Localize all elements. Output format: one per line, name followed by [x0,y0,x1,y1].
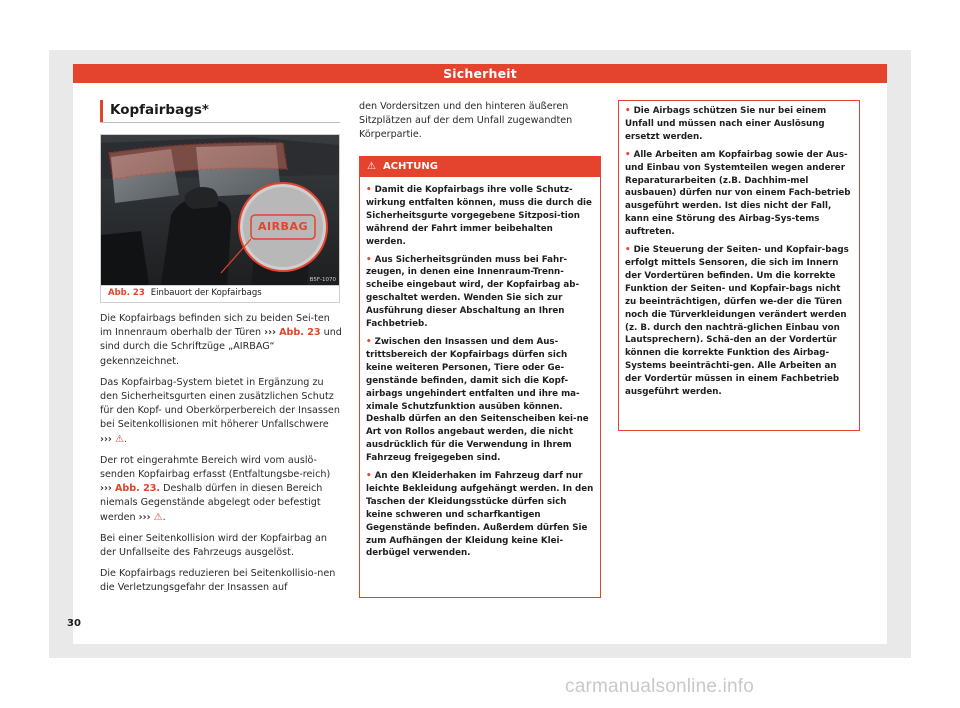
text-run: und sind durch die Schriftzüge „AIRBAG“ gekennzeichnet. [100,327,342,367]
page-number: 30 [67,618,81,629]
airbag-figure [100,134,340,286]
warning-header [360,157,600,177]
warning-box-continued [618,100,860,431]
section-title: Kopfairbags* [100,100,340,122]
car-interior-illustration [101,135,339,285]
text-run: Deshalb dürfen in diesen Bereich niemals Gegenstände abgelegt oder befestigt werden [100,483,323,523]
bullet-icon: • [366,336,372,347]
warning-triangle-icon: ⚠ [367,161,376,172]
figure-reference-link[interactable]: Abb. 23 [279,327,321,339]
figure-code: B5F-1070 [309,277,336,283]
paragraph: Der rot eingerahmte Bereich wird vom auslö-senden Kopfairbag erfasst (Entfaltungsbe-reich) ››› Abb. 23. Deshalb dürfen in diesen Bereich niemals Gegenstände abgelegt oder befestigt werden ››› ⚠. [100,454,331,523]
reference-arrows: ››› [264,327,276,339]
list-item [366,184,594,249]
list-item-text: Die Steuerung der Seiten- und Kopfair-bags erfolgt mittels Sensoren, die sich im Innern der Vordertüren befinden. Um die korrekte Funktion der Seiten- und Kopfair-bags nicht zu beeinträchtigen, dürfen we-der die Türen noch die Türverkleidungen verändert werden (z. B. durch den nachträ-glichen Einbau von Lautsprechern). Schä-den an der Vordertür können die korrekte Funktion des Airbag-Systems beeinträchti-gen. Alle Arbeiten an der Vordertür müssen in einem Fachbetrieb ausgeführt werden. [625,245,849,398]
list-item [366,336,594,465]
list-item [625,105,853,144]
bullet-icon: • [366,254,372,265]
figure-caption [100,286,340,303]
warning-list [360,177,600,560]
list-item-text: Aus Sicherheitsgründen muss bei Fahr-zeugen, in denen eine Innenraum-Trenn-scheibe eingebaut wird, der Kopfairbag ab-geschaltet werden. Wenden Sie sich zur Ausführung dieser Abschaltung an Ihren Fachbetrieb. [366,254,580,330]
page-sheet [49,50,911,658]
warning-title: ACHTUNG [382,161,438,172]
paragraph: Das Kopfairbag-System bietet in Ergänzung zu den Sicherheitsgurten einen zusätzlichen Schutz für den Kopf- und Oberkörperbereich der Insassen bei Seitenkollisionen mit höherer Unfallschwere ››› ⚠. [100,376,340,445]
list-item [366,470,594,560]
text-run: Der rot eingerahmte Bereich wird vom auslö-senden Kopfairbag erfasst (Entfaltungsbe-reich) [100,454,331,481]
caption-label: Abb. 23 [108,288,145,298]
bullet-icon: • [625,149,631,160]
text-run: Die Kopfairbags befinden sich zu beiden Sei-ten im Innenraum oberhalb der Türen [100,313,330,339]
paragraph: Bei einer Seitenkollision wird der Kopfairbag an der Unfallseite des Fahrzeugs ausgelöst. [100,532,328,559]
reference-arrows: ››› [138,511,151,523]
airbag-badge-label: AIRBAG [257,220,308,233]
watermark: carmanualsonline.info [565,676,755,697]
bullet-icon: • [366,471,372,482]
column-2-intro: den Vordersitzen und den hinteren äußeren Sitzplätzen auf der dem Unfall zugewandten Körperpartie. [359,101,573,141]
list-item-text: Die Airbags schützen Sie nur bei einem Unfall und müssen nach einer Auslösung ersetzt werden. [625,106,827,142]
warning-triangle-icon[interactable]: ⚠ [153,511,163,523]
reference-arrows: ››› [100,483,112,495]
reference-arrows: ››› [100,433,112,445]
list-item [625,244,853,399]
caption-text: Einbauort der Kopfairbags [150,288,262,298]
text-run: Das Kopfairbag-System bietet in Ergänzung zu den Sicherheitsgurten einen zusätzlichen Schutz für den Kopf- und Oberkörperbereich der Insassen bei Seitenkollisionen mit höherer Unfallschwere [100,376,340,431]
paragraph [100,312,342,369]
chapter-header: Sicherheit [73,64,887,83]
paragraph: Die Kopfairbags reduzieren bei Seitenkollisio-nen die Verletzungsgefahr der Insassen auf [100,568,336,594]
list-item-text: Damit die Kopfairbags ihre volle Schutz-wirkung entfalten können, muss die durch die Sicherheitsgurte vorgegebene Sitzposi-tion während der Fahrt immer beibehalten werden. [366,185,592,247]
list-item-text: Alle Arbeiten am Kopfairbag sowie der Aus- und Einbau von Systemteilen wegen anderer Reparaturarbeiten (z.B. Dachhim-mel ausbauen) dürfen nur von einem Fach-betrieb ausgeführt werden. Ist dies nicht der Fall, kann eine Störung des Airbag-Sys-tems auftreten. [625,149,851,238]
list-item-text: Zwischen den Insassen und dem Aus-trittsbereich der Kopfairbags dürfen sich keine weiteren Personen, Tiere oder Ge-genstände befinden, damit sich die Kopf-airbags ungehindert entfalten und ihre ma-ximale Schutzfunktion ausüben können. Deshalb dürfen an den Seitenscheiben kei-ne Art von Rollos angebaut werden, die nicht ausdrücklich für die Verwendung in Ihrem Fahrzeug freigegeben sind. [366,336,589,464]
warning-list [619,101,859,399]
warning-box [359,156,601,598]
warning-triangle-icon[interactable]: ⚠ [114,433,124,445]
bullet-icon: • [625,106,631,116]
bullet-icon: • [366,185,372,195]
title-divider [100,122,340,123]
figure-reference-link[interactable]: Abb. 23. [114,483,161,495]
list-item [625,149,853,239]
bullet-icon: • [625,245,631,256]
column-1-text [100,312,342,603]
list-item-text: An den Kleiderhaken im Fahrzeug darf nur leichte Bekleidung aufgehängt werden. In den Taschen der Kleidungsstücke dürfen sich keine schweren und scharfkantigen Gegenstände befinden. Außerdem dürfen Sie zum Aufhängen der Kleidung keine Klei-derbügel verwenden. [366,471,594,559]
list-item [366,254,594,331]
